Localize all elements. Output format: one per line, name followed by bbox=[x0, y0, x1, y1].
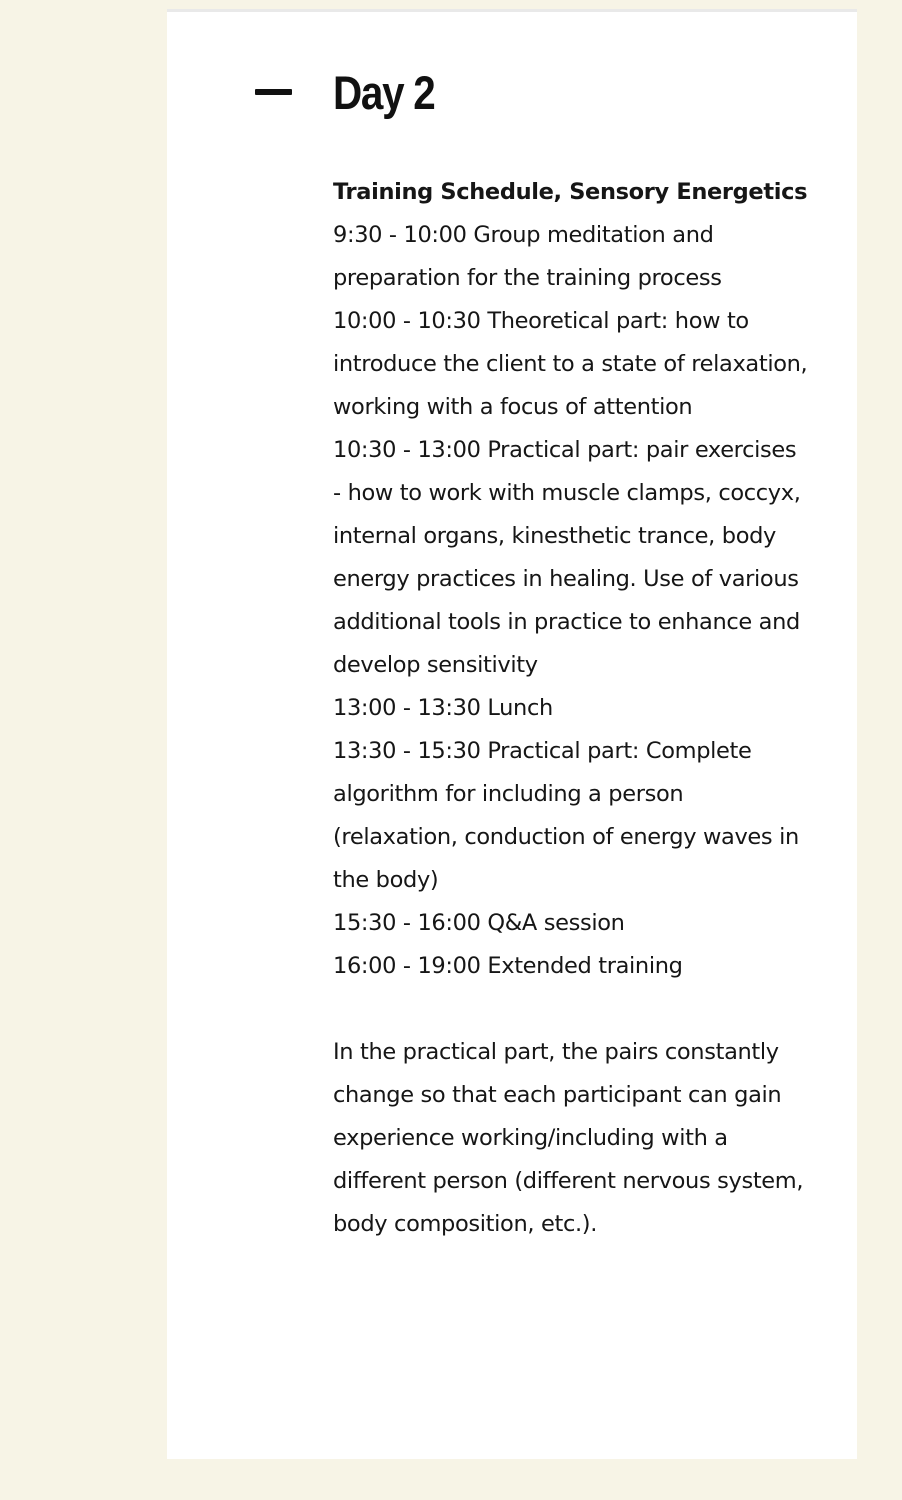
schedule-list bbox=[333, 214, 808, 988]
collapse-toggle-button[interactable] bbox=[253, 78, 295, 106]
practical-note: In the practical part, the pairs constantly change so that each participant can gain experience working/including with a different person (different nervous system, body composition, etc.). bbox=[333, 1039, 804, 1237]
schedule-item: 13:30 - 15:30 Practical part: Complete algorithm for including a person (relaxation, conduction of energy waves in the body) bbox=[333, 738, 799, 893]
schedule-item: 10:00 - 10:30 Theoretical part: how to introduce the client to a state of relaxation, working with a focus of attention bbox=[333, 308, 808, 420]
schedule-item: 16:00 - 19:00 Extended training bbox=[333, 953, 683, 979]
schedule-item: 13:00 - 13:30 Lunch bbox=[333, 695, 553, 721]
accordion-panel-day-2 bbox=[167, 9, 857, 1459]
schedule-title: Training Schedule, Sensory Energetics bbox=[333, 179, 808, 205]
schedule-item: 15:30 - 16:00 Q&A session bbox=[333, 910, 625, 936]
minus-icon bbox=[255, 89, 292, 95]
accordion-content bbox=[333, 171, 808, 1269]
schedule-item: 9:30 - 10:00 Group meditation and preparation for the training process bbox=[333, 222, 722, 291]
accordion-title[interactable]: Day 2 bbox=[333, 66, 435, 119]
schedule-item: 10:30 - 13:00 Practical part: pair exercises - how to work with muscle clamps, coccyx, internal organs, kinesthetic trance, body energy practices in healing. Use of various additional tools in practice to enhance and develop sensitivity bbox=[333, 437, 801, 678]
